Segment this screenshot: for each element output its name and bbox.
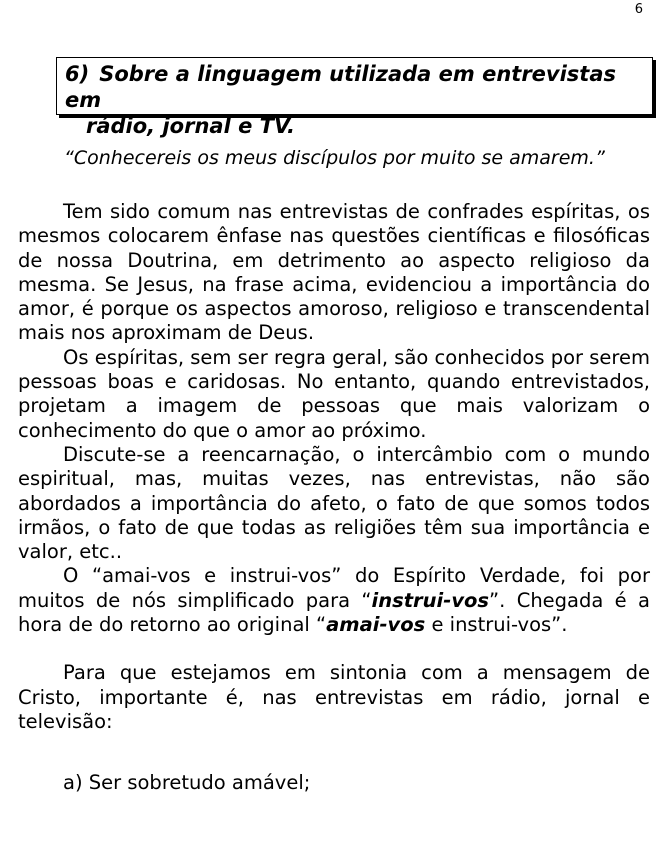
paragraph-4-part-1: O “amai-vos e instrui-vos” do Espírito Verdade, foi por muitos de nós simplificado para “ xyxy=(18,564,650,612)
paragraph-5: Para que estejamos em sintonia com a mensagem de Cristo, importante é, nas entrevistas em rádio, jornal e televisão: xyxy=(18,661,650,733)
paragraph-4-part-2: ”. Chegada é a hora de do retorno ao original “ xyxy=(18,588,650,637)
section-number: 6) xyxy=(65,62,90,86)
page-number: 6 xyxy=(634,2,643,17)
paragraph-1: Tem sido comum nas entrevistas de confrades espíritas, os mesmos colocarem ênfase nas questões científicas e filosóficas de nossa Doutrina, em detrimento ao aspecto religioso da mesma. Se Jesus, na frase acima, evidenciou a importância do amor, é porque os aspectos amoroso, religioso e transcendental mais nos aproximam de Deus. xyxy=(18,200,650,345)
paragraph-4-part-3: e instrui-vos”. xyxy=(425,613,568,637)
list-item: a) Ser sobretudo amável; xyxy=(63,771,311,795)
section-title-box xyxy=(56,57,653,138)
paragraph-3: Discute-se a reencarnação, o intercâmbio com o mundo espiritual, mas, muitas vezes, nas entrevistas, não são abordados a importância do afeto, o fato de que somos todos irmãos, o fato de que todas as religiões têm sua importância e valor, etc.. xyxy=(18,442,650,564)
section-title-line-2: rádio, jornal e TV. xyxy=(86,114,295,138)
emphasis-amai-vos: amai-vos xyxy=(326,613,426,637)
body-text xyxy=(18,200,650,796)
epigraph-quote: “Conhecereis os meus discípulos por muito se amarem.” xyxy=(64,147,605,169)
section-title-text: Sobre a linguagem utilizada em entrevistas em xyxy=(65,62,617,112)
paragraph-2: Os espíritas, sem ser regra geral, são conhecidos por serem pessoas boas e caridosas. No entanto, quando entrevistados, projetam a imagem de pessoas que mais valorizam o conhecimento do que o amor ao próximo. xyxy=(18,345,650,442)
emphasis-instrui-vos: instrui-vos xyxy=(371,588,490,612)
paragraph-4 xyxy=(18,564,650,637)
section-title-line-1 xyxy=(65,61,646,113)
